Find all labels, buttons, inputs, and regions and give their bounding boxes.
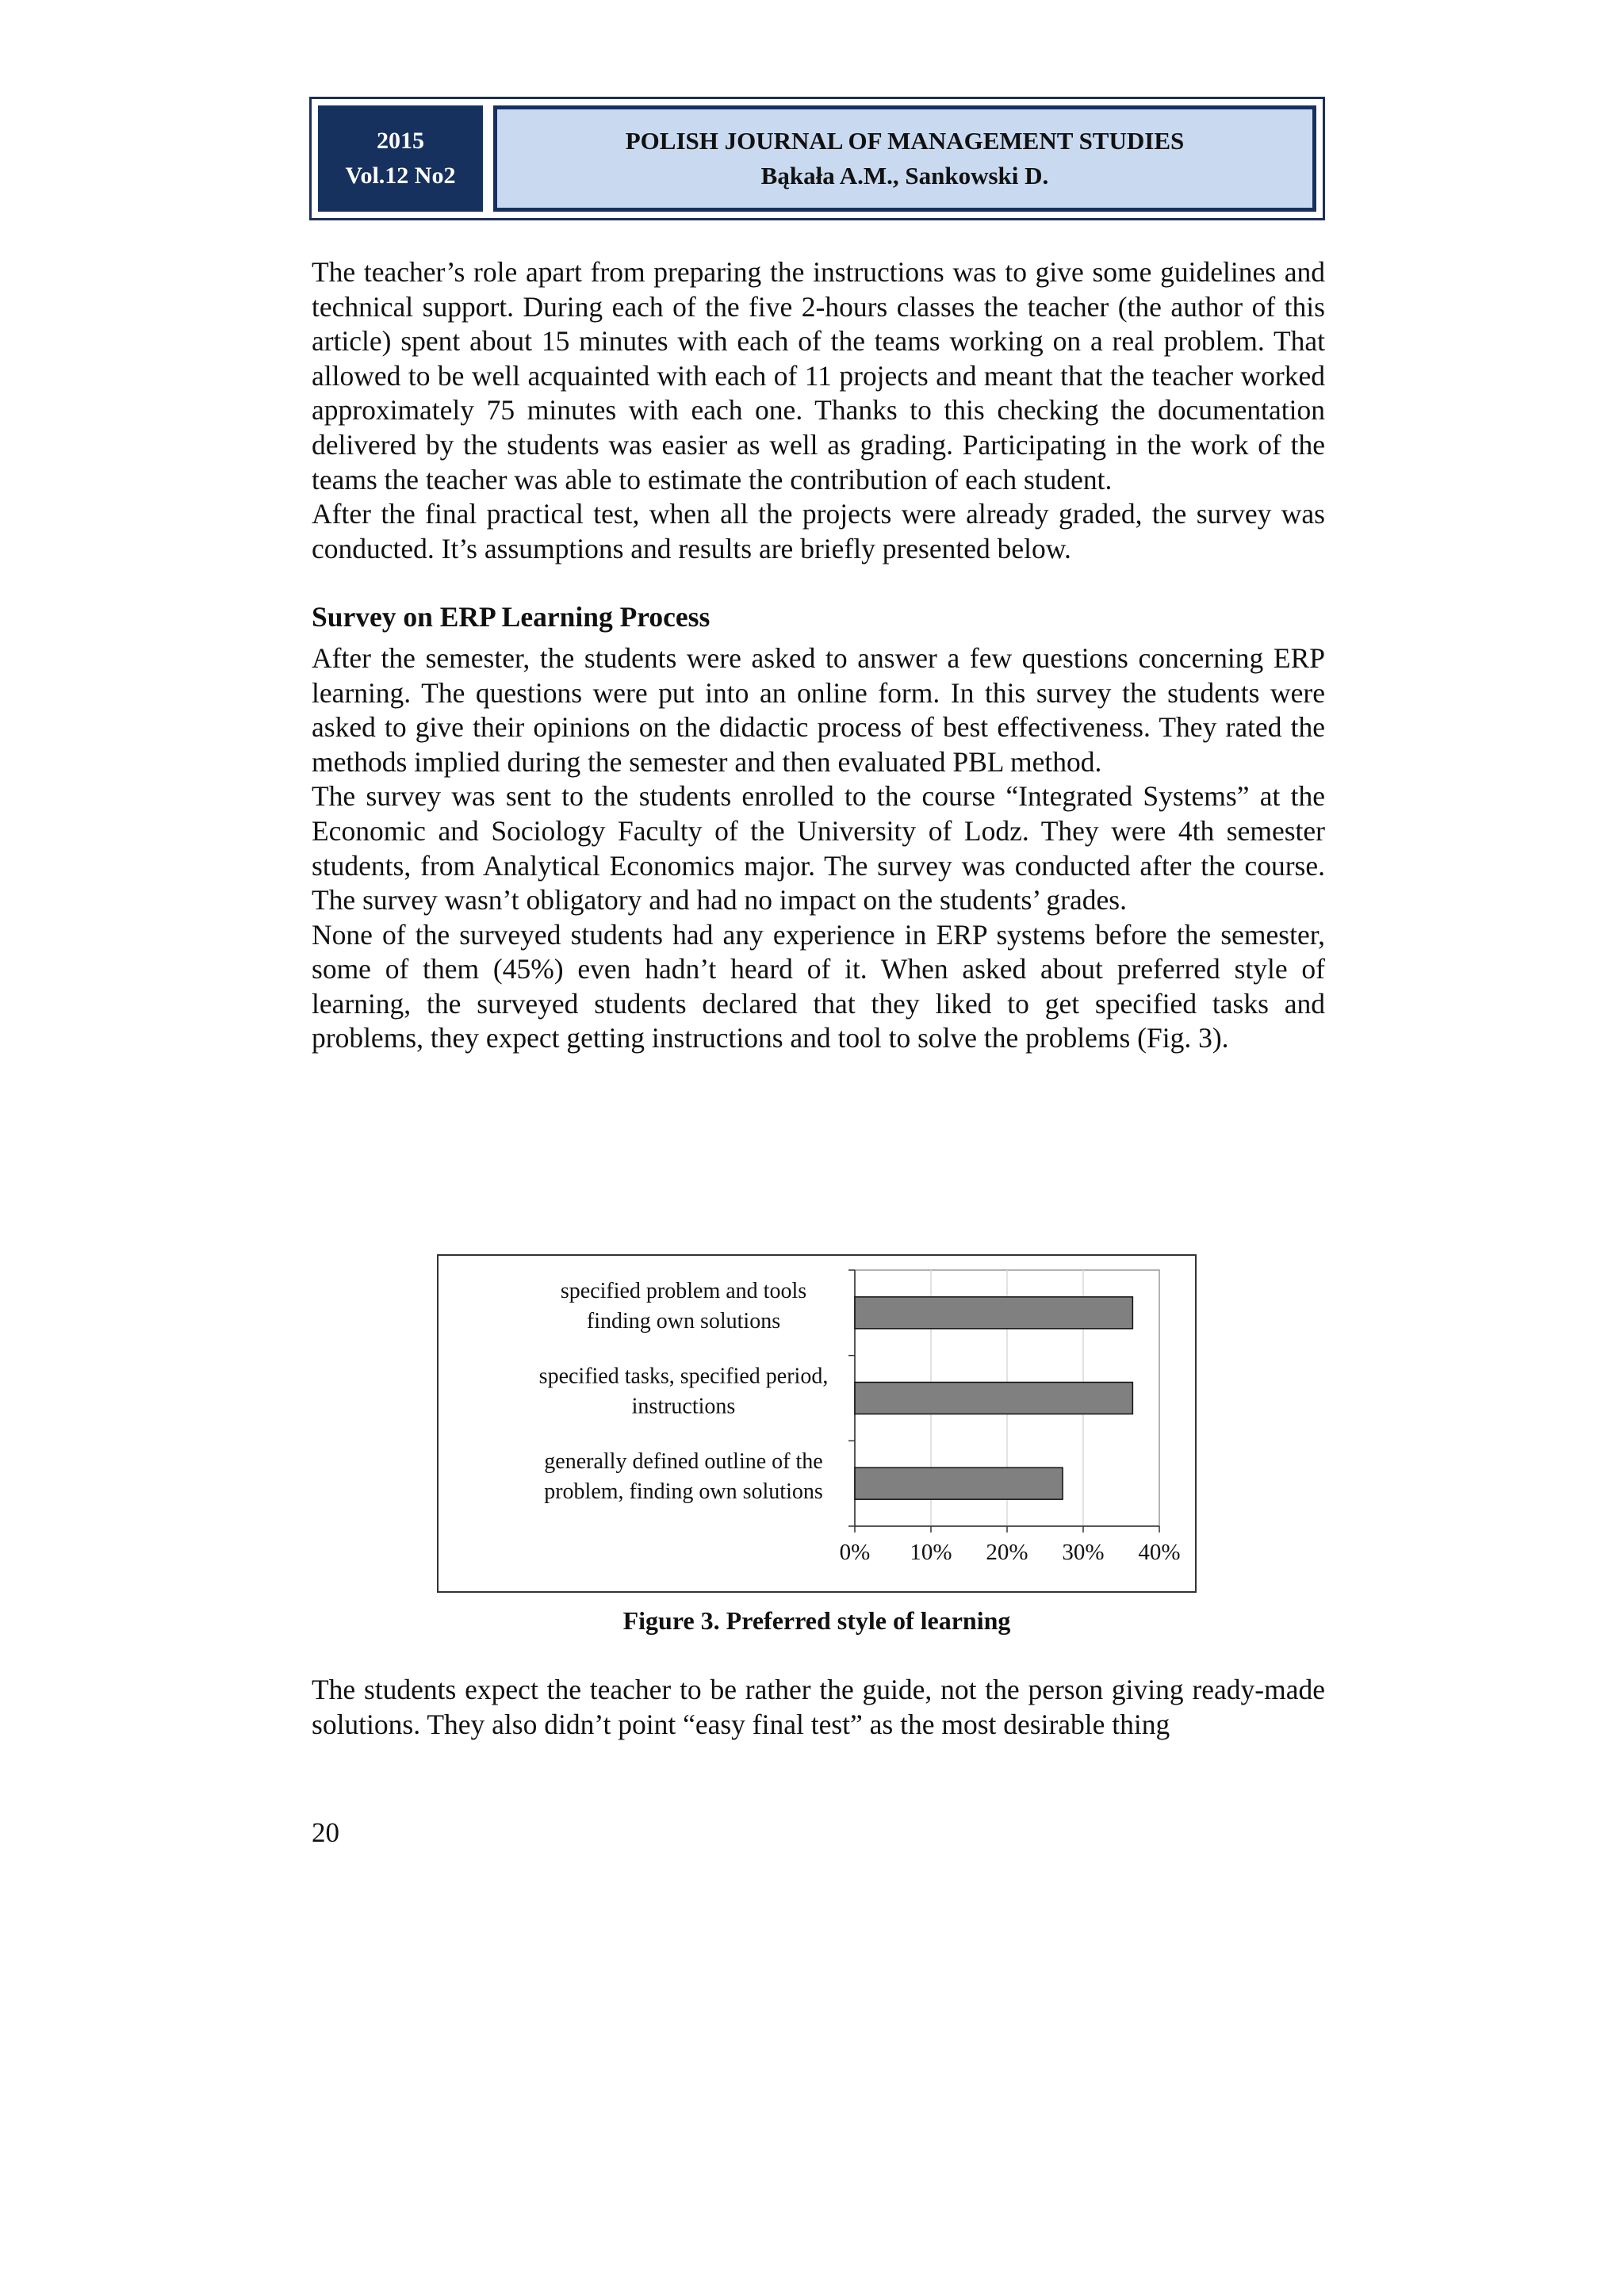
issue-year: 2015 xyxy=(377,128,424,154)
section-heading: Survey on ERP Learning Process xyxy=(312,601,710,633)
page-number: 20 xyxy=(312,1817,339,1848)
paragraph-3: After the semester, the students were asked to answer a few questions concerning ERP learning. The questions were put into an online form. In this survey the students were asked to give their opinions on the didactic process of best effectiveness. They rated the methods implied during the semester and then evaluated PBL method. xyxy=(312,641,1325,778)
journal-title: POLISH JOURNAL OF MANAGEMENT STUDIES xyxy=(625,127,1185,155)
category-label-line: specified tasks, specified period, xyxy=(538,1364,829,1389)
bar xyxy=(855,1383,1132,1414)
x-tick-label: 20% xyxy=(986,1540,1028,1565)
category-label-line: problem, finding own solutions xyxy=(544,1479,823,1505)
journal-title-box xyxy=(493,105,1316,212)
paragraph-1: The teacher’s role apart from preparing the instructions was to give some guidelines and technical support. During each of the five 2-hours classes the teacher (the author of this article) spent about 15 minutes with each of the teams working on a real problem. That allowed to be well acquainted with each of 11 projects and meant that the teacher worked approximately 75 minutes with each one. Thanks to this checking the documentation delivered by the students was easier as well as grading. Participating in the work of the teams the teacher was able to estimate the contribution of each student. xyxy=(312,256,1325,496)
category-label-line: generally defined outline of the xyxy=(544,1449,823,1475)
category-label-line: instructions xyxy=(631,1394,736,1419)
paragraph-2: After the final practical test, when all the projects were already graded, the survey was conducted. It’s assumptions and results are briefly presented below. xyxy=(312,498,1325,564)
bar xyxy=(855,1297,1132,1329)
bar xyxy=(855,1468,1063,1499)
x-tick-label: 40% xyxy=(1138,1540,1181,1565)
x-tick-label: 10% xyxy=(910,1540,952,1565)
x-tick-label: 30% xyxy=(1062,1540,1105,1565)
bar-chart xyxy=(437,1254,1197,1593)
chart-svg xyxy=(439,1256,1198,1594)
figure-caption: Figure 3. Preferred style of learning xyxy=(622,1606,1011,1635)
authors: Bąkała A.M., Sankowski D. xyxy=(760,162,1049,189)
journal-header xyxy=(309,97,1325,220)
article-body xyxy=(312,255,1325,1056)
x-tick-label: 0% xyxy=(839,1540,871,1565)
paragraph-6: The students expect the teacher to be rather the guide, not the person giving ready-made solutions. They also didn’t point “easy final test” as the most desirable thing xyxy=(312,1674,1325,1740)
category-label xyxy=(539,1364,829,1419)
category-label xyxy=(561,1279,806,1334)
issue-volume: Vol.12 No2 xyxy=(345,163,456,189)
issue-box xyxy=(318,105,483,212)
paragraph-5: None of the surveyed students had any experience in ERP systems before the semester, some of them (45%) even hadn’t heard of it. When asked about preferred style of learning, the surveyed students declared that they liked to get specified tasks and problems, they expect getting instructions and tool to solve the problems (Fig. 3). xyxy=(312,918,1325,1054)
article-body-continued xyxy=(312,1673,1325,1742)
category-label-line: finding own solutions xyxy=(586,1308,781,1334)
paragraph-4: The survey was sent to the students enrolled to the course “Integrated Systems” at the Economic and Sociology Faculty of the University of Lodz. They were 4th semester students, from Analytical Economics major. The survey was conducted after the course. The survey wasn’t obligatory and had no impact on the students’ grades. xyxy=(312,780,1325,916)
category-label-line: specified problem and tools xyxy=(560,1278,807,1303)
category-label xyxy=(544,1449,823,1504)
